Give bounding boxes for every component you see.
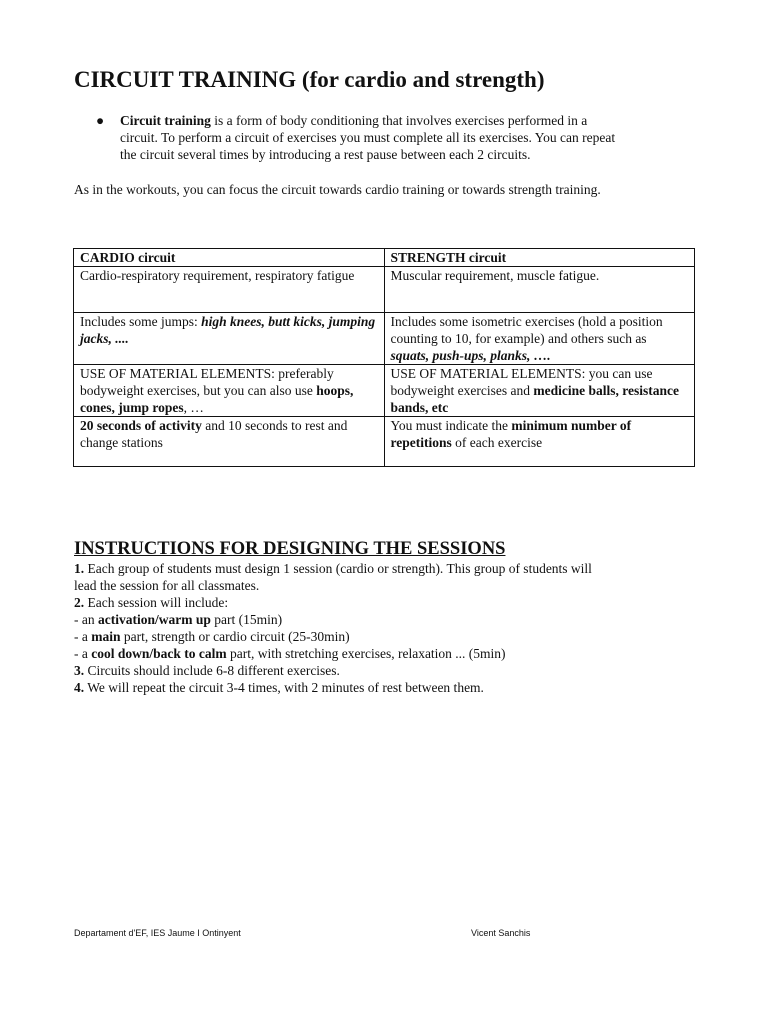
bullet-icon: ● [96,113,105,128]
cell-text: USE OF MATERIAL ELEMENTS: preferably bodyweight exercises, but you can also use [80,366,334,398]
header-strength: STRENGTH circuit [384,249,695,267]
instruction-number: 2. [74,595,85,610]
instruction-emphasis: activation/warm up [98,612,211,627]
table-cell [384,365,695,417]
intro-paragraph: As in the workouts, you can focus the circuit towards cardio training or towards strength training. [74,182,601,197]
cell-text: You must indicate the [390,418,512,433]
instruction-text: part, with stretching exercises, relaxation ... (5min) [226,646,506,661]
instruction-emphasis: main [91,629,121,644]
instructions-list [74,560,704,696]
instructions-title: INSTRUCTIONS FOR DESIGNING THE SESSIONS [74,539,506,559]
cell-text: of each exercise [451,435,543,450]
instruction-2 [74,594,704,611]
bullet-bold-term: Circuit training [120,113,211,128]
cell-emphasis: medicine balls, resistance bands, etc [390,383,679,415]
instruction-number: 3. [74,663,85,678]
instruction-text: - an [74,612,98,627]
cell-text: and 10 seconds to rest and change stations [80,418,348,450]
instruction-emphasis: cool down/back to calm [91,646,227,661]
table-row [74,313,695,365]
session-part-main [74,628,704,645]
cell-emphasis: hoops, cones, jump ropes [80,383,354,415]
instruction-4 [74,679,704,696]
session-part-cooldown [74,645,704,662]
instruction-number: 1. [74,561,85,576]
table-cell: Cardio-respiratory requirement, respiratory fatigue [74,267,385,313]
instruction-text: Each group of students must design 1 session (cardio or strength). This group of students will [84,561,592,576]
instruction-text: Each session will include: [84,595,229,610]
page-title: CIRCUIT TRAINING (for cardio and strength) [74,67,545,92]
bullet-item [96,112,696,163]
cell-emphasis: 20 seconds of activity [80,418,202,433]
table-cell [384,417,695,467]
cell-text: , … [183,400,204,415]
table-cell [74,313,385,365]
cell-text: USE OF MATERIAL ELEMENTS: you can use bodyweight exercises and [390,366,653,398]
instruction-text: part (15min) [210,612,283,627]
bullet-line-3: the circuit several times by introducing a rest pause between each 2 circuits. [120,147,531,162]
cell-emphasis: squats, push-ups, planks, …. [390,348,551,363]
footer-department: Departament d'EF, IES Jaume I Ontinyent [74,928,241,938]
instruction-1 [74,560,704,577]
circuit-comparison-table [73,248,695,467]
cell-emphasis: high knees, butt kicks, jumping jacks, .... [80,314,376,346]
cell-text: Includes some jumps: [80,314,202,329]
table-row [74,267,695,313]
table-row [74,365,695,417]
table-row [74,417,695,467]
instruction-1-cont: lead the session for all classmates. [74,578,260,593]
cell-emphasis: minimum number of repetitions [390,418,632,450]
table-cell [384,313,695,365]
table-cell [74,365,385,417]
header-cardio: CARDIO circuit [74,249,385,267]
bullet-line-2: circuit. To perform a circuit of exercises you must complete all its exercises. You can repeat [120,130,616,145]
instruction-number: 4. [74,680,85,695]
instruction-text: part, strength or cardio circuit (25-30min) [120,629,350,644]
instruction-text: - a [74,646,92,661]
instruction-text: We will repeat the circuit 3-4 times, with 2 minutes of rest between them. [84,680,484,695]
table-cell [74,417,385,467]
bullet-text [120,112,696,163]
cell-text: Includes some isometric exercises (hold a position counting to 10, for example) and others such as [390,314,667,346]
bullet-line-1: is a form of body conditioning that involves exercises performed in a [210,113,588,128]
instruction-text: Circuits should include 6-8 different exercises. [84,663,340,678]
session-part-warmup [74,611,704,628]
footer-author: Vicent Sanchis [471,928,531,938]
table-cell: Muscular requirement, muscle fatigue. [384,267,695,313]
table-header-row [74,249,695,267]
instruction-text: - a [74,629,92,644]
instruction-3 [74,662,704,679]
